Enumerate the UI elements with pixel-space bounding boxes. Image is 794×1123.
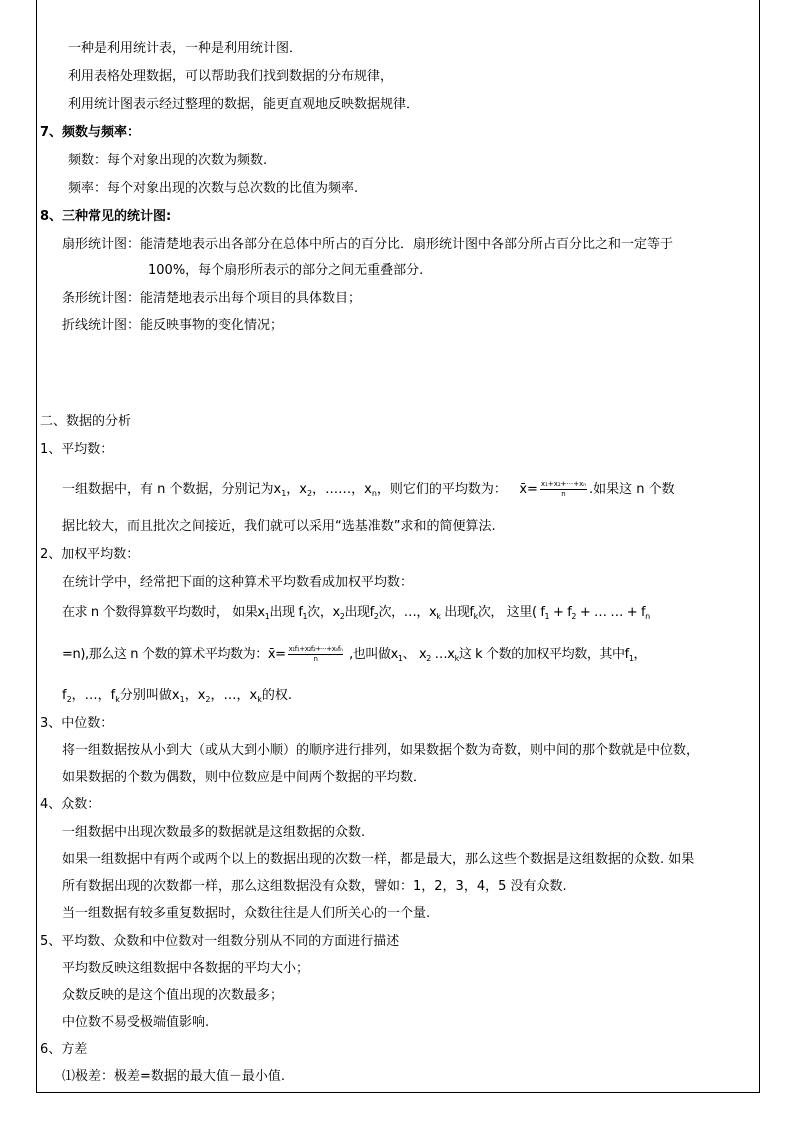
weighted-mean-heading: 2、加权平均数： [40, 547, 140, 562]
weighted-mean-line-2: 在求 n 个数得算数平均数时， 如果$x_1$出现 $f_1$次，$x_2$出现$f_2$次，…，$x_k$ 出现$f_k$次， 这里( $f_1 + f_2$ + … … + $f_n$ [62, 605, 650, 621]
comparison-heading: 5、平均数、众数和中位数对一组数分别从不同的方面进行描述 [40, 934, 400, 949]
comparison-mode: 众数反映的是这个值出现的次数最多； [62, 988, 284, 1003]
pie-chart-description-2: 100%，每个扇形所表示的部分之间无重叠部分. [148, 263, 424, 278]
median-definition-2: 如果数据的个数为偶数，则中位数应是中间两个数据的平均数． [62, 770, 427, 785]
section-7-heading: 7、频数与频率： [40, 125, 141, 140]
mean-heading: 1、平均数： [40, 442, 114, 457]
mean-formula: x̄= $\frac{\text{x₁+x₂+···+xₙ}}{n}$ [519, 480, 587, 498]
line-chart-description: 折线统计图：能反映事物的变化情况； [62, 318, 284, 333]
mode-definition-4: 当一组数据有较多重复数据时，众数往往是人们所关心的一个量. [62, 906, 431, 921]
intro-line-2: 利用表格处理数据，可以帮助我们找到数据的分布规律， [68, 69, 394, 84]
median-definition-1: 将一组数据按从小到大（或从大到小顺）的顺序进行排列，如果数据个数为奇数，则中间的那个数就是中位数， [62, 743, 700, 758]
mode-definition-1: 一组数据中出现次数最多的数据就是这组数据的众数. [62, 825, 366, 840]
bar-chart-description: 条形统计图：能清楚地表示出每个项目的具体数目； [62, 291, 362, 306]
range-definition: ⑴极差：极差=数据的最大值－最小值. [62, 1069, 286, 1084]
weighted-mean-intro: 在统计学中，经常把下面的这种算术平均数看成加权平均数： [62, 575, 414, 590]
comparison-mean: 平均数反映这组数据中各数据的平均大小； [62, 961, 310, 976]
intro-line-3: 利用统计图表示经过整理的数据，能更直观地反映数据规律． [68, 97, 420, 112]
mean-definition-line-2: 据比较大，而且批次之间接近，我们就可以采用“选基准数”求和的简便算法. [62, 519, 496, 534]
mode-definition-3: 所有数据出现的次数都一样，那么这组数据没有众数，譬如：1，2，3，4，5 没有众数. [62, 879, 567, 894]
frequency-rate-definition: 频率：每个对象出现的次数与总次数的比值为频率. [68, 181, 359, 196]
variance-heading: 6、方差 [40, 1042, 88, 1057]
weighted-mean-line-4: $f_2$，…，$f_k$分别叫做$x_1$，$x_2$，…，$x_k$的权. [62, 688, 292, 704]
mode-heading: 4、众数： [40, 797, 101, 812]
pie-chart-description-1: 扇形统计图：能清楚地表示出各部分在总体中所占的百分比．扇形统计图中各部分所占百分比之和一定等于 [62, 237, 674, 252]
median-heading: 3、中位数： [40, 716, 114, 731]
mean-definition-line-1: 一组数据中，有 n 个数据，分别记为$x_1$，$x_2$，……，$x_n$，则它们的平均数为： x̄= $\frac{\text{x₁+x₂+···+xₙ}}{n}$ .如果这 n 个数 [62, 480, 675, 498]
part-2-heading: 二、数据的分析 [40, 414, 132, 429]
weighted-mean-formula: x̄= $\frac{\text{x₁f₁+x₂f₂+···+xₙfₙ}}{n}$ [267, 645, 343, 663]
comparison-median: 中位数不易受极端值影响. [62, 1015, 210, 1030]
section-8-heading: 8、三种常见的统计图: [40, 209, 172, 224]
intro-line-1: 一种是利用统计表，一种是利用统计图． [68, 41, 303, 56]
mode-definition-2: 如果一组数据中有两个或两个以上的数据出现的次数一样，都是最大，那么这些个数据是这组数据的众数. 如果 [62, 852, 695, 867]
frequency-count-definition: 频数：每个对象出现的次数为频数. [68, 153, 268, 168]
weighted-mean-line-3: =n),那么这 n 个数的算术平均数为：x̄= $\frac{\text{x₁f₁+x₂f₂+···+xₙfₙ}}{n}$ ,也叫做$x_1$、 $x_2$ $\dots x_k$这 k 个数的加权平均数，其中$f_1$， [62, 645, 647, 663]
